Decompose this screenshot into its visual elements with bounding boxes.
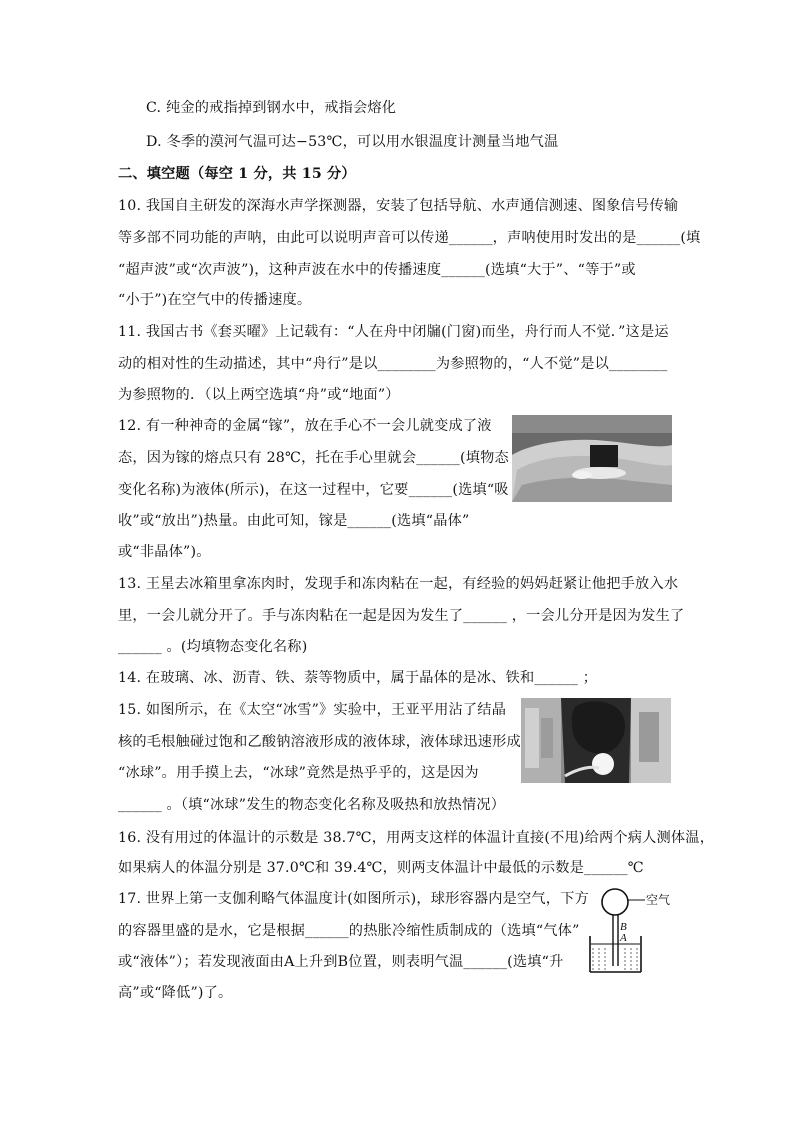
q14-line-1: 14. 在玻璃、冰、沥青、铁、萘等物质中，属于晶体的是冰、铁和______ ；	[118, 670, 598, 686]
gallium-hand-photo	[512, 415, 672, 502]
q17-line-1: 17. 世界上第一支伽利略气体温度计(如图所示)，球形容器内是空气，下方	[118, 891, 589, 907]
label-a: A	[620, 932, 627, 944]
q12-line-1: 12. 有一种神奇的金属“镓”，放在手心不一会儿就变成了液	[118, 418, 492, 434]
q17-line-3: 或“液体”）；若发现液面由A上升到B位置，则表明气温______(选填“升	[118, 954, 564, 970]
q11-line-2: 动的相对性的生动描述，其中“舟行”是以________为参照物的，“人不觉”是以________	[118, 356, 668, 372]
air-label: 空气	[646, 893, 671, 907]
q11-line-1: 11. 我国古书《套买曜》上记载有：“人在舟中闭牖(门窗)而坐，舟行而人不觉．”这是运	[118, 324, 669, 340]
q10-line-2: 等多部不同功能的声呐，由此可以说明声音可以传递______，声呐使用时发出的是______(填	[118, 230, 701, 246]
q12-line-2: 态，因为镓的熔点只有 28℃，托在手心里就会______(填物态	[118, 450, 509, 466]
q15-line-4: ______ 。（填“冰球”发生的物态变化名称及吸热和放热情况）	[118, 797, 506, 813]
q17-line-4: 高”或“降低”)了。	[118, 985, 233, 1001]
q15-line-3: “冰球”。用手摸上去，“冰球”竟然是热乎乎的，这是因为	[118, 765, 479, 781]
q12-line-4: 收”或“放出”)热量。由此可知，镓是______(选填“晶体”	[118, 513, 470, 529]
q17-line-2: 的容器里盛的是水，它是根据______的热胀冷缩性质制成的（选填“气体”	[118, 923, 580, 939]
galileo-thermometer-diagram	[585, 884, 675, 974]
ice-ball-photo	[521, 698, 671, 783]
q13-line-3: ______ 。(均填物态变化名称)	[118, 639, 308, 655]
option-d: D. 冬季的漠河气温可达−53℃，可以用水银温度计测量当地气温	[146, 134, 559, 150]
q10-line-3: “超声波”或“次声波”)，这种声波在水中的传播速度______(选填“大于”、“等于”或	[118, 262, 636, 278]
q15-line-1: 15. 如图所示，在《太空“冰雪”》实验中，王亚平用沾了结晶	[118, 702, 507, 718]
q11-line-3: 为参照物的．（以上两空选填“舟”或“地面”）	[118, 387, 400, 403]
q13-line-1: 13. 王星去冰箱里拿冻肉时，发现手和冻肉粘在一起，有经验的妈妈赶紧让他把手放入水	[118, 576, 679, 592]
option-c: C. 纯金的戒指掉到钢水中，戒指会熔化	[146, 100, 397, 116]
q13-line-2: 里，一会儿就分开了。手与冻肉粘在一起是因为发生了______ ，一会儿分开是因为发生了	[118, 608, 685, 624]
q16-line-2: 如果病人的体温分别是 37.0℃和 39.4℃，则两支体温计中最低的示数是______℃	[118, 860, 644, 876]
q10-line-4: “小于”)在空气中的传播速度。	[118, 292, 312, 308]
q10-line-1: 10. 我国自主研发的深海水声学探测器，安装了包括导航、水声通信测速、图象信号传输	[118, 198, 679, 214]
label-b: B	[620, 921, 627, 933]
section-title: 二、填空题（每空 1 分，共 15 分）	[118, 166, 356, 182]
q16-line-1: 16. 没有用过的体温计的示数是 38.7℃，用两支这样的体温计直接(不甩)给两个病人测体温，	[118, 830, 715, 846]
q12-line-5: 或“非晶体”)。	[118, 544, 211, 560]
q15-line-2: 核的毛根触碰过饱和乙酸钠溶液形成的液体球，液体球迅速形成	[118, 734, 521, 750]
q12-line-3: 变化名称)为液体(所示)，在这一过程中，它要______(选填“吸	[118, 482, 509, 498]
